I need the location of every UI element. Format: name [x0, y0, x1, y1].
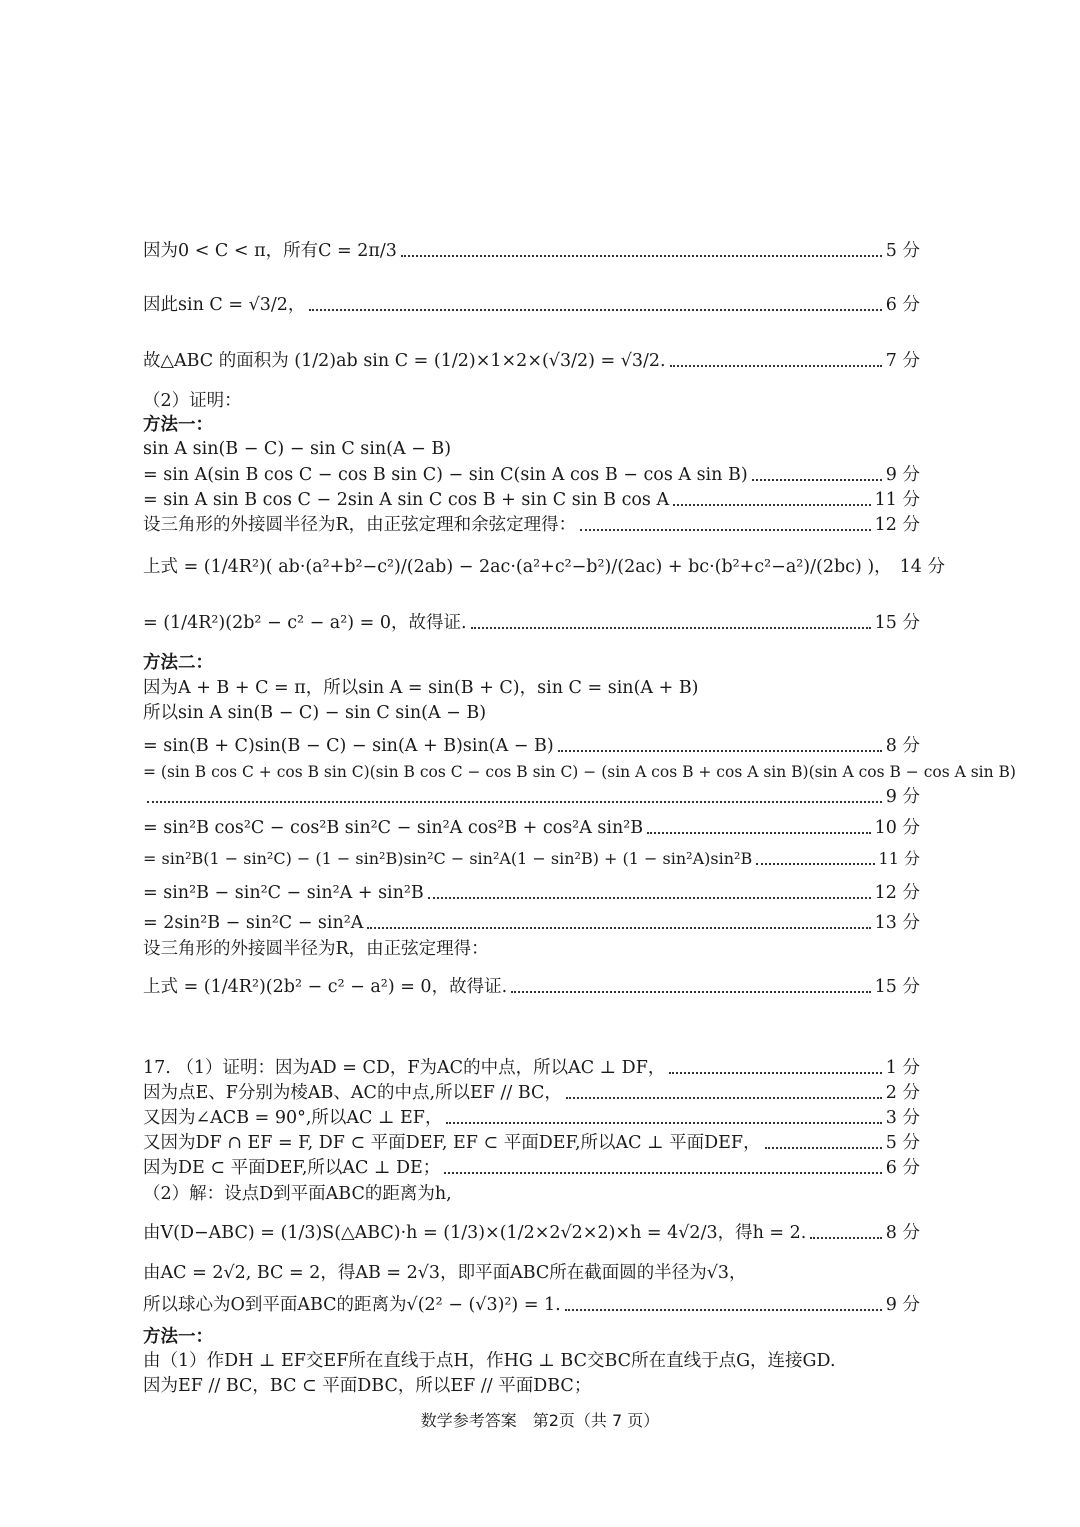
line-16: = (sin B cos C + cos B sin C)(sin B cos C − cos B sin C) − (sin A cos B + cos A sin B)(sin A cos B − cos A sin B): [143, 763, 1016, 781]
line-22: 设三角形的外接圆半径为R，由正弦定理得：: [143, 939, 489, 959]
line-19: = sin²B(1 − sin²C) − (1 − sin²B)sin²C − sin²A(1 − sin²B) + (1 − sin²A)sin²B 11 分: [143, 849, 920, 868]
line-29: （2）解：设点D到平面ABC的距离为h,: [143, 1184, 452, 1204]
line-10: 上式 = (1/4R²)( ab·(a²+b²−c²)/(2ab) − 2ac·(a²+c²−b²)/(2ac) + bc·(b²+c²−a²)/(2bc) )， 14 分: [143, 557, 946, 577]
page-footer: 数学参考答案 第2页（共 7 页）: [420, 1411, 660, 1430]
line-35: 因为EF // BC，BC ⊂ 平面DBC，所以EF // 平面DBC；: [143, 1376, 592, 1396]
line-25: 因为点E、F分别为棱AB、AC的中点,所以EF // BC， 2 分: [143, 1083, 920, 1103]
line-9: 设三角形的外接圆半径为R，由正弦定理和余弦定理得： 12 分: [143, 515, 920, 535]
line-1: 因为0 < C < π，所有C = 2π/3 5 分: [143, 241, 920, 261]
line-18: = sin²B cos²C − cos²B sin²C − sin²A cos²B + cos²A sin²B 10 分: [143, 818, 920, 838]
line-14: 所以sin A sin(B − C) − sin C sin(A − B): [143, 703, 487, 723]
method-two-heading: 方法二：: [143, 653, 213, 673]
line-3: 故△ABC 的面积为 (1/2)ab sin C = (1/2)×1×2×(√3/2) = √3/2. 7 分: [143, 351, 920, 371]
line-6: sin A sin(B − C) − sin C sin(A − B): [143, 439, 452, 459]
line-32: 所以球心为O到平面ABC的距离为√(2² − (√3)²) = 1. 9 分: [143, 1295, 920, 1315]
line-2: 因此sin C = √3/2， 6 分: [143, 295, 920, 315]
line-23: 上式 = (1/4R²)(2b² − c² − a²) = 0，故得证. 15 分: [143, 977, 920, 997]
line-30: 由V(D−ABC) = (1/3)S(△ABC)·h = (1/3)×(1/2×2√2×2)×h = 4√2/3，得h = 2. 8 分: [143, 1223, 920, 1243]
line-11: = (1/4R²)(2b² − c² − a²) = 0，故得证. 15 分: [143, 613, 920, 633]
line-24: 17. （1）证明：因为AD = CD，F为AC的中点，所以AC ⊥ DF， 1 分: [143, 1058, 920, 1078]
line-20: = sin²B − sin²C − sin²A + sin²B 12 分: [143, 883, 920, 903]
line-7: = sin A(sin B cos C − cos B sin C) − sin C(sin A cos B − cos A sin B) 9 分: [143, 465, 920, 485]
line-8: = sin A sin B cos C − 2sin A sin C cos B + sin C sin B cos A 11 分: [143, 490, 920, 510]
method-one-heading-2: 方法一：: [143, 1327, 213, 1347]
line-15: = sin(B + C)sin(B − C) − sin(A + B)sin(A − B) 8 分: [143, 736, 920, 756]
line-27: 又因为DF ∩ EF = F, DF ⊂ 平面DEF, EF ⊂ 平面DEF,所以AC ⊥ 平面DEF， 5 分: [143, 1133, 920, 1153]
line-34: 由（1）作DH ⊥ EF交EF所在直线于点H，作HG ⊥ BC交BC所在直线于点G，连接GD.: [143, 1351, 836, 1371]
line-13: 因为A + B + C = π，所以sin A = sin(B + C)，sin C = sin(A + B): [143, 678, 699, 698]
line-26: 又因为∠ACB = 90°,所以AC ⊥ EF， 3 分: [143, 1108, 920, 1128]
line-17: 9 分: [143, 786, 920, 808]
line-28: 因为DE ⊂ 平面DEF,所以AC ⊥ DE； 6 分: [143, 1158, 920, 1178]
line-4: （2）证明：: [143, 391, 242, 411]
method-one-heading: 方法一：: [143, 415, 213, 435]
line-21: = 2sin²B − sin²C − sin²A 13 分: [143, 913, 920, 933]
line-31: 由AC = 2√2, BC = 2，得AB = 2√3，即平面ABC所在截面圆的半径为√3，: [143, 1263, 747, 1283]
